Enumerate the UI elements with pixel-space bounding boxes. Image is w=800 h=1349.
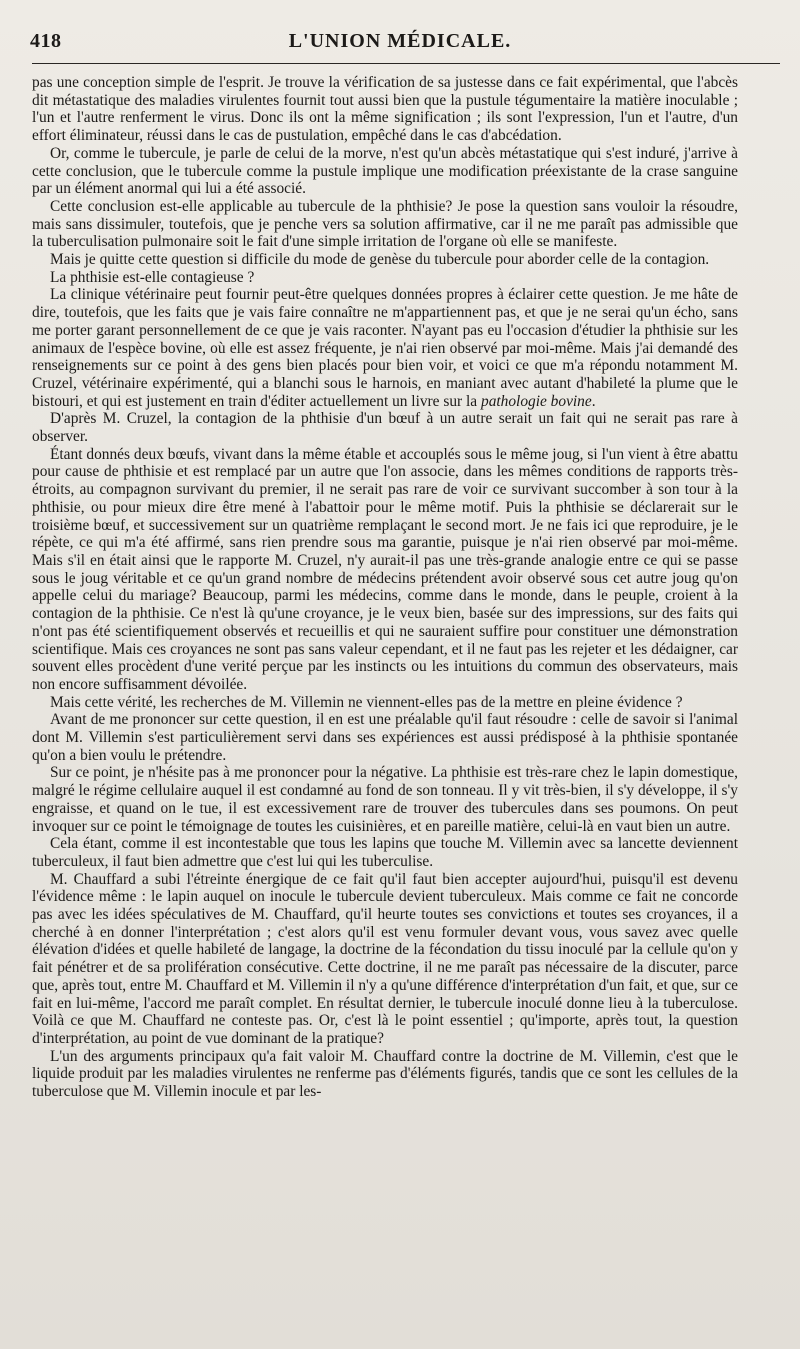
paragraph: Étant donnés deux bœufs, vivant dans la même étable et accouplés sous le même joug, si l'un vient à être abattu pour cause de phthisie et est remplacé par un autre que l'on associe, dans les mêmes conditions de rapports très-étroits, au compagnon survivant du premier, il ne serait pas rare de voir ce survivant succomber à son tour à la phthisie, ou pour mieux dire être mené à l'abattoir pour le même motif. Puis la phthisie se déclarerait sur le troisième bœuf, et successivement sur un quatrième remplaçant le second mort. Je ne fais ici que reproduire, je le répète, ce qui m'a été affirmé, sans rien prendre sous ma garantie, puisque je n'ai rien observé par moi-même. Mais s'il en était ainsi que le rapporte M. Cruzel, n'y aurait-il pas une très-grande analogie entre ce qui se passe sous le joug véritable et ce qu'un grand nombre de médecins prétendent avoir observé sous cet autre joug qu'on appelle celui du mariage? Beaucoup, parmi les médecins, comme dans le monde, dans le peuple, croient à la contagion de la phthisie. Ce n'est là qu'une croyance, je le veux bien, basée sur des impressions, sur des faits qui n'ont pas été scientifiquement observés et recueillis et qui ne sauraient suffire pour constituer une démonstration scientifique. Mais ces croyances ne sont pas sans valeur cependant, et il ne faut pas les rejeter et les dédaigner, car souvent elles procèdent d'une verité perçue par les instincts ou les intuitions du commun des observateurs, mais non encore suffisamment dévoilée. bbox=[32, 445, 738, 693]
paragraph-punctuation: . bbox=[591, 392, 596, 410]
page-number: 418 bbox=[30, 30, 62, 52]
paragraph-text: La clinique vétérinaire peut fournir peut-être quelques données propres à éclairer cette question. Je me hâte de dire, toutefois, que les faits que je vais faire connaître ne m'appartiennent pas, et que je ne serai qu'un écho, sans me porter garant personnellement de ce que je vais raconter. N'ayant pas eu l'occasion d'étudier la phthisie sur les animaux de l'espèce bovine, où elle est assez fréquente, je n'ai rien observé par moi-même. Mais j'ai demandé des renseignements sur ce point à des gens bien placés pour bien voir, et voici ce que m'a répondu notamment M. Cruzel, vétérinaire expérimenté, qui a blanchi sous le harnois, en maniant avec autant d'habileté la plume que le bistouri, et qui est justement en train d'éditer actuellement un livre sur la bbox=[32, 286, 738, 410]
paragraph: M. Chauffard a subi l'étreinte énergique de ce fait qu'il faut bien accepter aujourd'hui, puisqu'il est devenu l'évidence même : le lapin auquel on inocule le tubercule devient tuberculeux. Mais comme ce fait ne concorde pas avec les idées spéculatives de M. Chauffard, qu'il heurte toutes ses convictions et toutes ses croyances, il a cherché à en donner l'interprétation ; c'est alors qu'il est venu formuler devant vous, vous savez avec quelle élévation d'idées et quelle habileté de langage, la doctrine de la fécondation du tissu inoculé par la cellule qu'on y fait pénétrer et de sa prolifération consécutive. Cette doctrine, il ne me paraît pas nécessaire de la discuter, parce que, après tout, entre M. Chauffard et M. Villemin il n'y a qu'une différence d'interprétation d'un fait, et que, sur ce fait en lui-même, l'accord me paraît complet. En résultat dernier, le tubercule inoculé donne lieu à la tuberculose. Voilà ce que M. Chauffard ne conteste pas. Or, c'est là le point essentiel ; qu'importe, après tout, la question d'interprétation, au point de vue dominant de la pratique? bbox=[32, 870, 738, 1047]
paragraph: Mais cette vérité, les recherches de M. Villemin ne viennent-elles pas de la mettre en pleine évidence ? bbox=[50, 693, 683, 711]
article-body bbox=[32, 74, 738, 1101]
paragraph: Cette conclusion est-elle applicable au tubercule de la phthisie? Je pose la question sans vouloir la résoudre, mais sans dissimuler, toutefois, que je penche vers sa solution affirmative, car il ne me paraît pas admissible que la tuberculisation pulmonaire soit le fait d'une simple irritation de l'organe où elle se manifeste. bbox=[32, 197, 738, 251]
paragraph: pas une conception simple de l'esprit. Je trouve la vérification de sa justesse dans ce fait expérimental, que l'abcès dit métastatique des maladies virulentes fournit tout aussi bien que la pustule tégumentaire la matière inoculable ; l'un et l'autre renferment le virus. Donc ils ont la même signification ; ils sont l'expression, l'un et l'autre, d'un effort éliminateur, réussi dans le cas de pustulation, empêché dans le cas d'abcédation. bbox=[32, 74, 738, 145]
italic-book-title: pathologie bovine bbox=[481, 392, 592, 410]
running-title: L'UNION MÉDICALE. bbox=[288, 30, 512, 52]
paragraph: Or, comme le tubercule, je parle de celui de la morve, n'est qu'un abcès métastatique qui s'est induré, j'arrive à cette conclusion, que le tubercule comme la pustule implique une modification préexistante de la crase sanguine par un élément anormal qui lui a été associé. bbox=[32, 144, 738, 198]
paragraph: Sur ce point, je n'hésite pas à me prononcer pour la négative. La phthisie est très-rare chez le lapin domestique, malgré le régime cellulaire auquel il est condamné au fond de son tonneau. Il y vit très-bien, il s'y développe, il s'y engraisse, et quand on le tue, il est excessivement rare de trouver des tubercules dans ses poumons. On peut invoquer sur ce point le témoignage de toutes les cuisinières, et en pareille matière, celui-là en vaut bien un autre. bbox=[32, 764, 738, 835]
paragraph: Cela étant, comme il est incontestable que tous les lapins que touche M. Villemin avec sa lancette deviennent tuberculeux, il faut bien admettre que c'est lui qui les tuberculise. bbox=[32, 835, 738, 870]
paragraph: Mais je quitte cette question si difficile du mode de genèse du tubercule pour aborder celle de la contagion. bbox=[50, 251, 710, 269]
paragraph-with-italic bbox=[32, 286, 738, 410]
paragraph: Avant de me prononcer sur cette question, il en est une préalable qu'il faut résoudre : celle de savoir si l'animal dont M. Villemin s'est particulièrement servi dans ses expériences est aussi prédisposé à la phthisie spontanée qu'on a bien voulu le prétendre. bbox=[32, 711, 738, 764]
paragraph: L'un des arguments principaux qu'a fait valoir M. Chauffard contre la doctrine de M. Villemin, c'est que le liquide produit par les maladies virulentes ne renferme pas d'éléments figurés, tandis que ce sont les cellules de la tuberculose que M. Villemin inocule et par les- bbox=[32, 1047, 738, 1101]
paragraph: La phthisie est-elle contagieuse ? bbox=[50, 268, 255, 286]
header-rule bbox=[32, 63, 780, 64]
paragraph: D'après M. Cruzel, la contagion de la phthisie d'un bœuf à un autre serait un fait qui ne serait pas rare à observer. bbox=[32, 410, 738, 446]
